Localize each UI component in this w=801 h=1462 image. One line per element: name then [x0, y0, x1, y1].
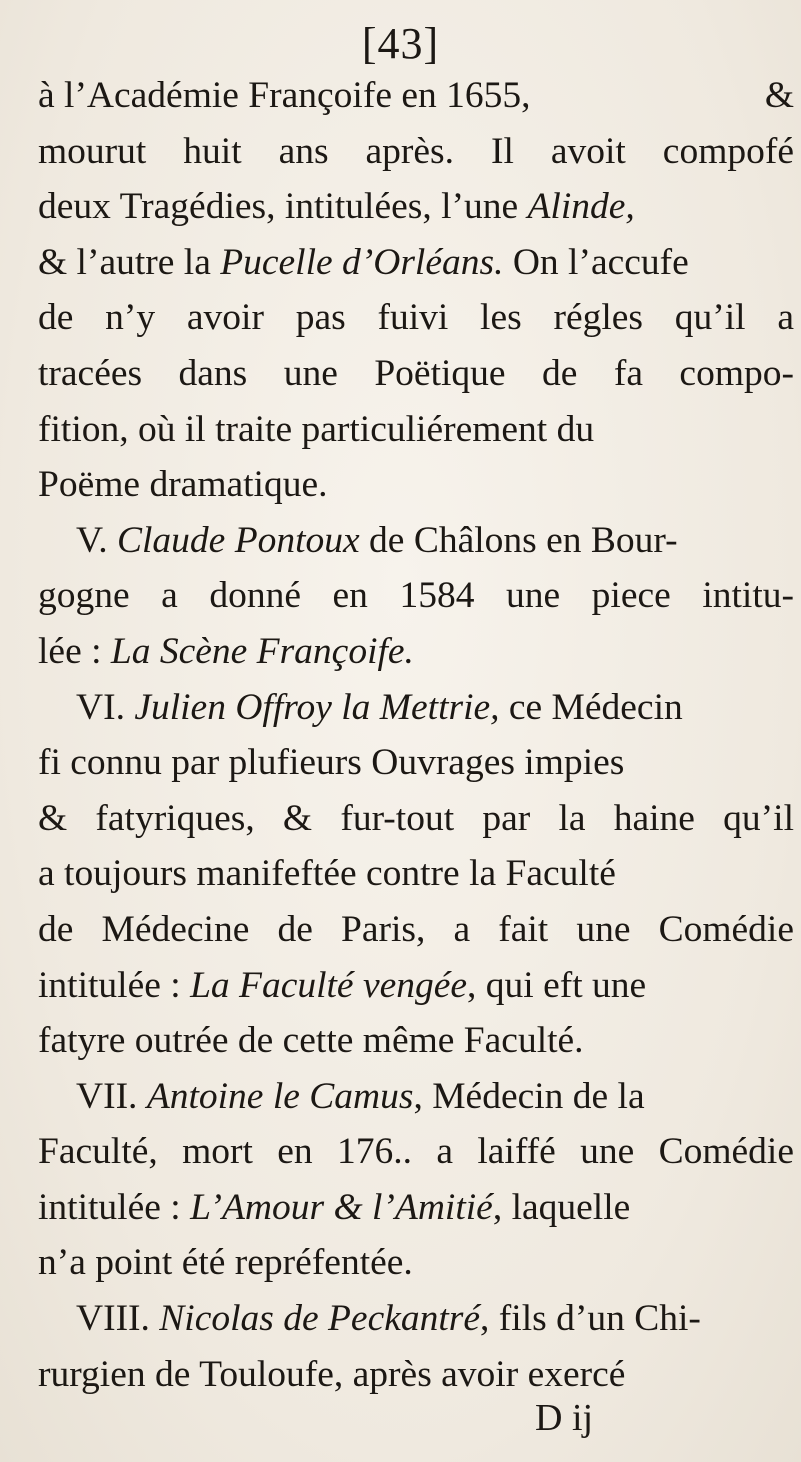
- title-italic: Pucelle d’Orléans.: [220, 241, 504, 283]
- text-line: [38, 1124, 794, 1180]
- section-number: VI.: [76, 686, 135, 728]
- line-text: n’a point été repréfentée.: [38, 1242, 413, 1284]
- author-name: Julien Offroy la Mettrie,: [134, 686, 500, 728]
- line-text: de n’y avoir pas fuivi les régles qu’il a: [38, 297, 794, 339]
- title-italic: La Scène Françoife.: [110, 630, 414, 672]
- text-line: [38, 568, 794, 624]
- page-number: [43]: [361, 19, 440, 68]
- line-text: fition, où il traite particuliérement du: [38, 408, 595, 450]
- text-line: [38, 1013, 794, 1069]
- text-line: [38, 1235, 794, 1291]
- line-text: lée :: [38, 630, 111, 672]
- line-text-end: de Châlons en Bour-: [359, 519, 678, 561]
- line-text-end: &: [764, 75, 794, 116]
- text-line: [38, 680, 794, 736]
- author-name: Claude Pontoux: [117, 519, 360, 561]
- text-line: [38, 457, 794, 513]
- title-italic: Alinde,: [527, 186, 635, 228]
- text-line: [38, 513, 794, 569]
- line-text-end: ce Médecin: [499, 686, 683, 728]
- text-line: [38, 1347, 794, 1403]
- line-text: a toujours manifeftée contre la Faculté: [38, 853, 616, 895]
- text-line: [38, 346, 794, 402]
- line-text-end: On l’accufe: [503, 241, 689, 283]
- text-line: [38, 624, 794, 680]
- text-line: [38, 235, 794, 291]
- line-text-end: , qui eft une: [467, 964, 647, 1006]
- title-italic: La Faculté vengée: [190, 964, 468, 1006]
- line-text: tracées dans une Poëtique de fa compo-: [38, 352, 794, 394]
- line-text: & fatyriques, & fur-tout par la haine qu’il: [38, 797, 794, 839]
- text-line: [38, 846, 794, 902]
- text-line: [38, 791, 794, 847]
- text-line: [38, 124, 794, 180]
- line-text: intitulée :: [38, 1186, 191, 1228]
- line-text-end: , laquelle: [492, 1186, 631, 1228]
- signature-mark: D ij: [535, 1397, 594, 1439]
- text-line: [38, 958, 794, 1014]
- line-text-end: , fils d’un Chi-: [480, 1298, 701, 1340]
- text-line: [38, 1180, 794, 1236]
- section-number: VIII.: [76, 1298, 160, 1340]
- title-italic: L’Amour & l’Amitié: [190, 1186, 493, 1228]
- line-text: Poëme dramatique.: [38, 464, 328, 506]
- text-line: [38, 1291, 794, 1347]
- line-text: fatyre outrée de cette même Faculté.: [38, 1020, 584, 1062]
- line-text: de Médecine de Paris, a fait une Comédie: [38, 908, 794, 950]
- text-line: [38, 402, 794, 458]
- text-line: [38, 902, 794, 958]
- line-text: fi connu par plufieurs Ouvrages impies: [38, 742, 625, 784]
- line-text: & l’autre la: [38, 241, 221, 283]
- text-line: [38, 290, 794, 346]
- section-number: VII.: [76, 1075, 147, 1117]
- line-text: deux Tragédies, intitulées, l’une: [38, 186, 528, 228]
- text-line: [38, 179, 794, 235]
- section-number: V.: [76, 519, 117, 561]
- text-line: [38, 735, 794, 791]
- line-text: intitulée :: [38, 964, 191, 1006]
- author-name: Nicolas de Peckantré: [159, 1298, 481, 1340]
- text-line: [38, 68, 794, 124]
- line-text-end: , Médecin de la: [413, 1075, 645, 1117]
- author-name: Antoine le Camus: [146, 1075, 414, 1117]
- line-text: mourut huit ans après. Il avoit compofé: [38, 130, 794, 172]
- line-text: rurgien de Touloufe, après avoir exercé: [38, 1353, 626, 1395]
- text-line: [38, 1069, 794, 1125]
- body-text: [38, 68, 794, 1402]
- line-text: à l’Académie Françoife en 1655,: [38, 75, 531, 116]
- line-text: Faculté, mort en 176.. a laiffé une Comédie: [38, 1131, 794, 1173]
- line-text: gogne a donné en 1584 une piece intitu-: [38, 575, 794, 617]
